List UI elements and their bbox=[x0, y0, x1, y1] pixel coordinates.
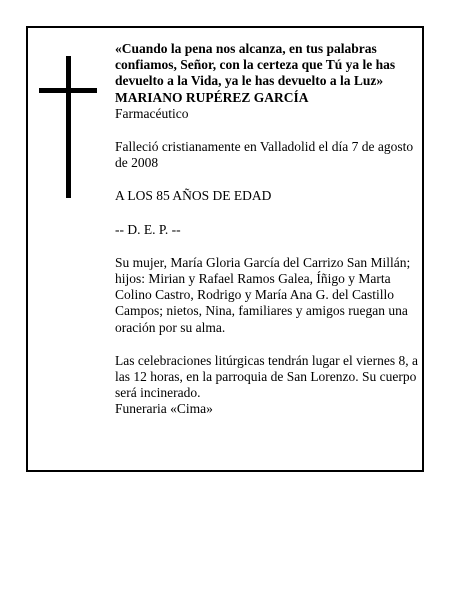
cross-icon bbox=[39, 56, 97, 198]
deceased-name: MARIANO RUPÉREZ GARCÍA bbox=[115, 89, 309, 105]
cross-horizontal-bar bbox=[39, 88, 97, 93]
profession: Farmacéutico bbox=[115, 105, 189, 121]
obituary-notice bbox=[26, 26, 424, 472]
rest-in-peace: -- D. E. P. -- bbox=[115, 221, 181, 237]
funeral-home: Funeraria «Cima» bbox=[115, 401, 213, 417]
ceremony-details: Las celebraciones litúrgicas tendrán lugar el viernes 8, a las 12 horas, en la parroquia de San Lorenzo. Su cuerpo será incinerado. bbox=[115, 352, 418, 401]
age-at-death: A LOS 85 AÑOS DE EDAD bbox=[115, 188, 272, 204]
family-mourners: Su mujer, María Gloria García del Carrizo San Millán; hijos: Mirian y Rafael Ramos Galea, Íñigo y Marta Colino Castro, Rodrigo y María Ana G. del Castillo Campos; nietos, Nina, familiares y amigos ruegan una oración por su alma. bbox=[115, 254, 411, 335]
religious-quote: «Cuando la pena nos alcanza, en tus palabras confiamos, Señor, con la certeza que Tú ya le has devuelto a la Vida, ya le has devuelto a la Luz» bbox=[115, 41, 396, 89]
death-info: Falleció cristianamente en Valladolid el día 7 de agosto de 2008 bbox=[115, 139, 414, 171]
cross-vertical-bar bbox=[66, 56, 71, 198]
obituary-text bbox=[115, 41, 423, 418]
